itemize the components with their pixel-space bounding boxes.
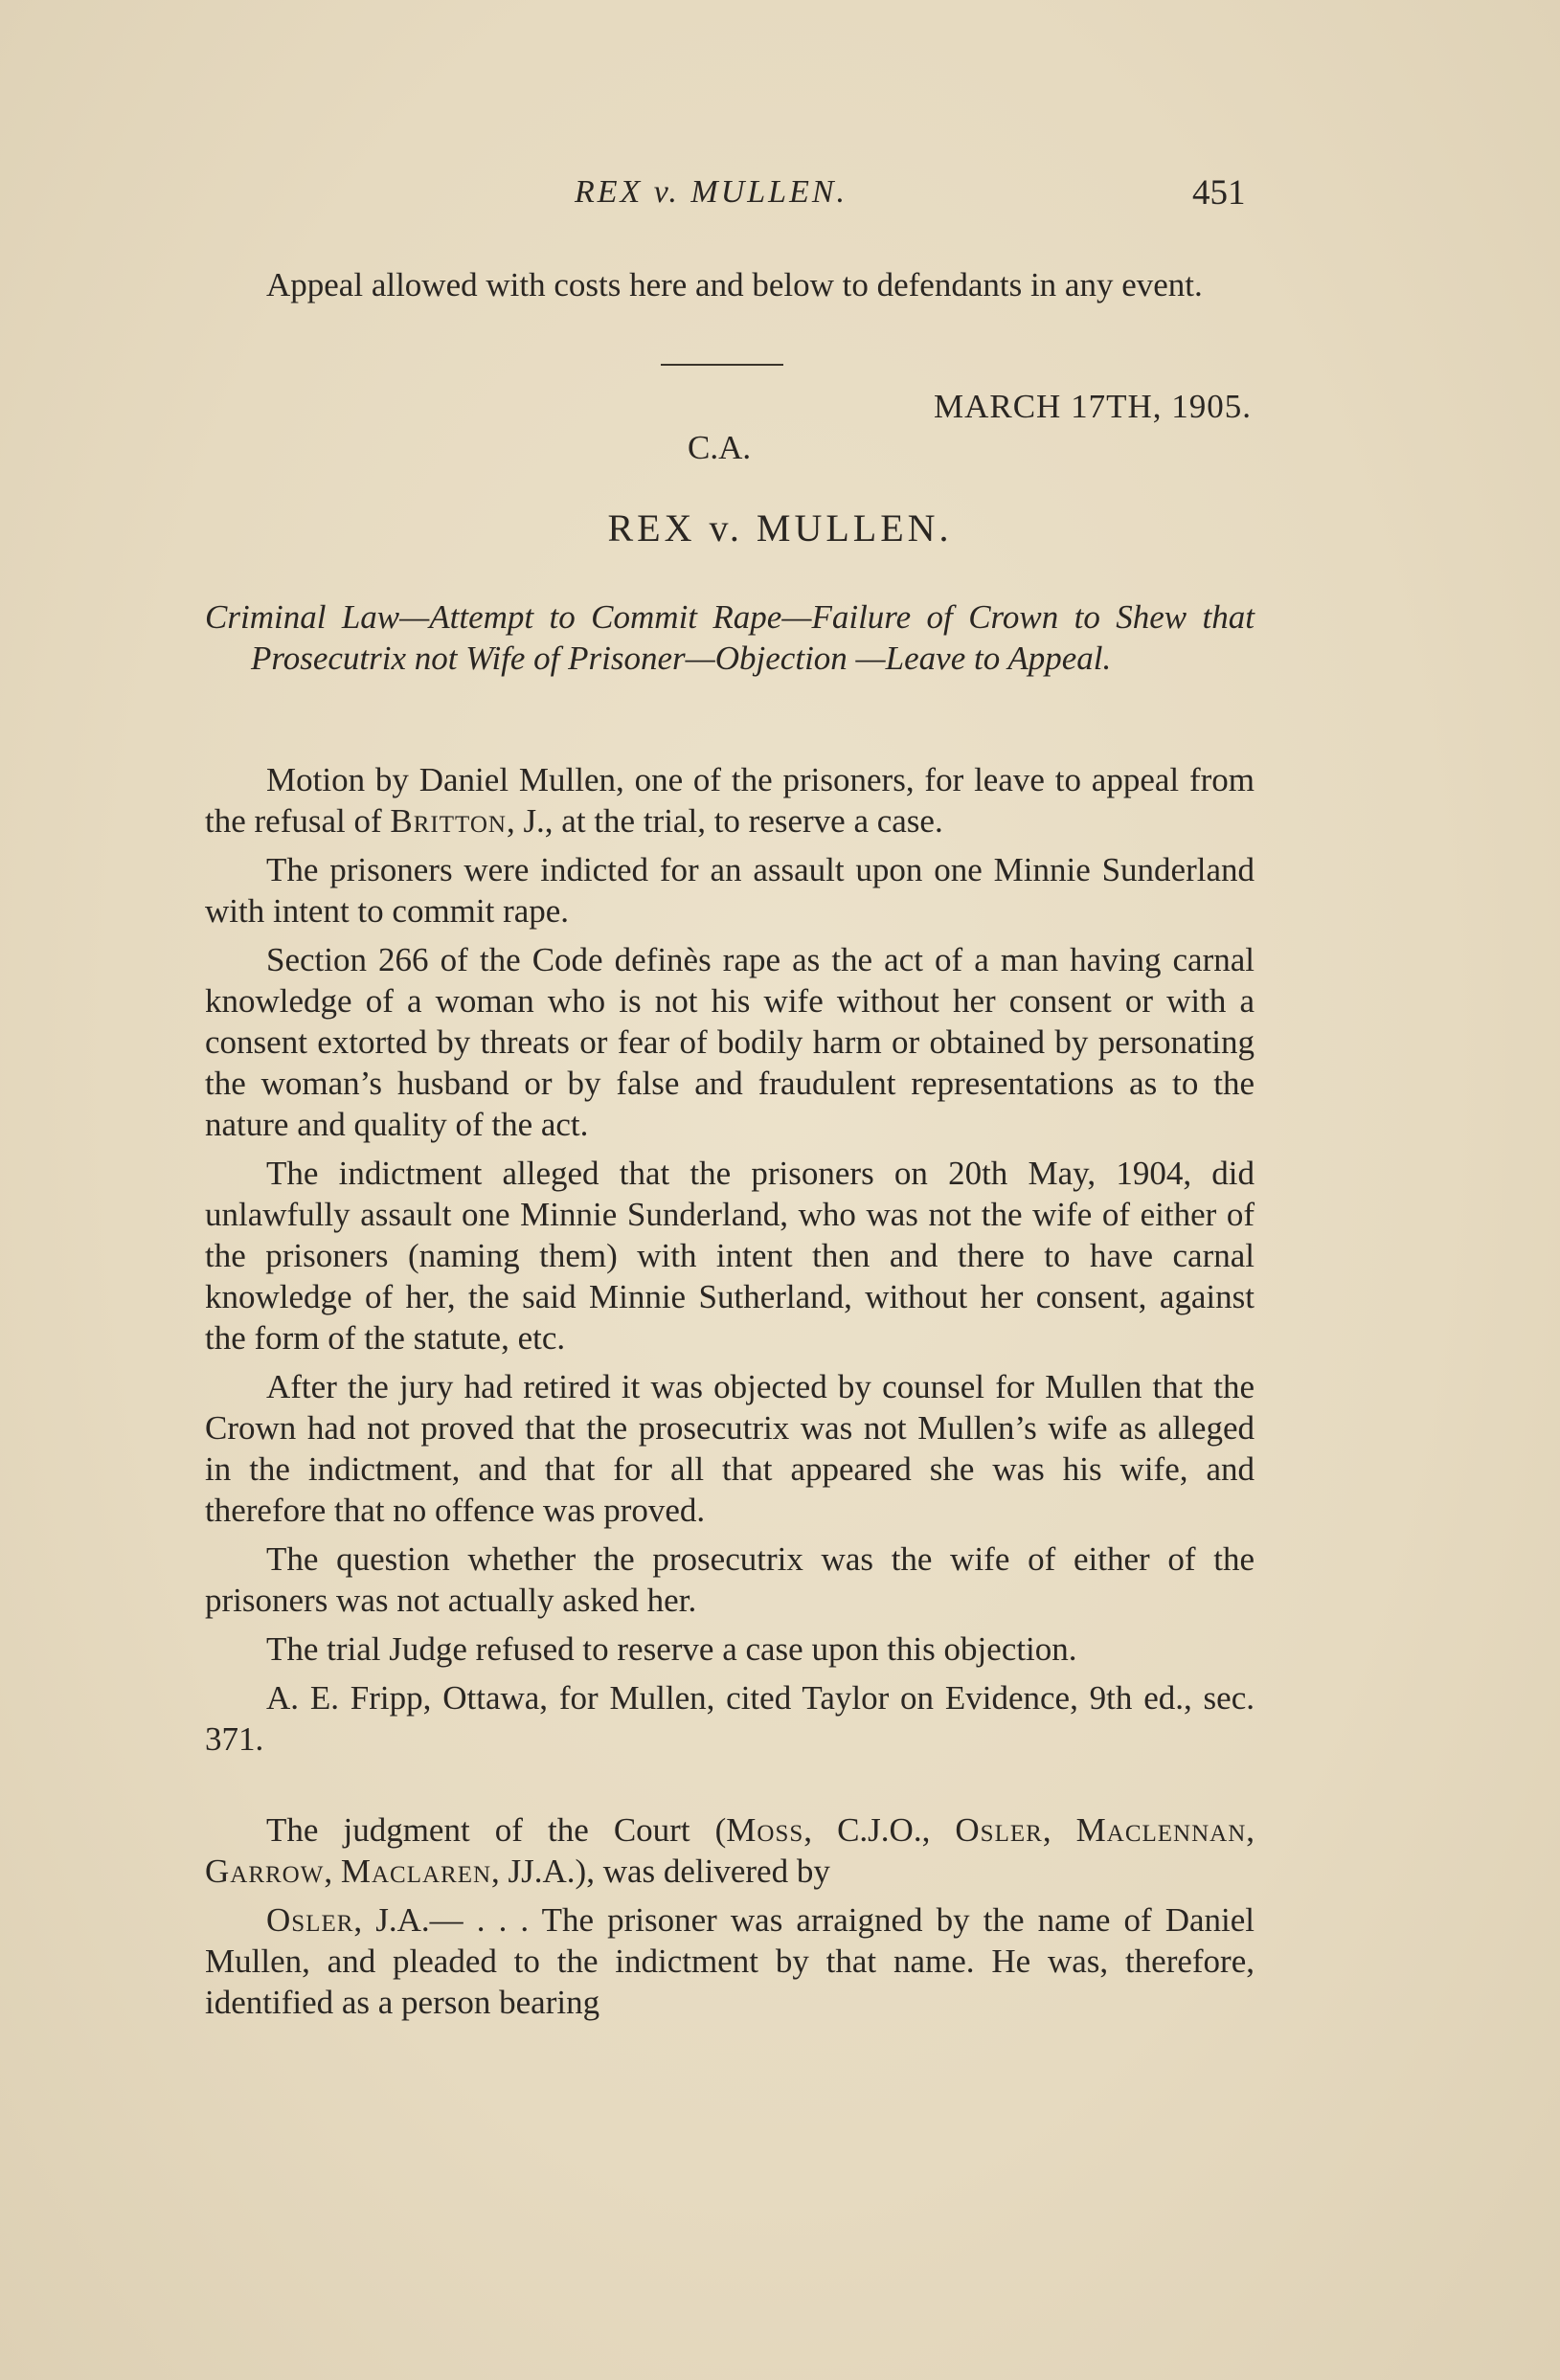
paragraph: The trial Judge refused to reserve a case upon this objection. [266,1630,1077,1668]
opinion-judge: Osler [266,1901,354,1939]
counsel-paragraph: A. E. Fripp, Ottawa, for Mullen, cited Taylor on Evidence, 9th ed., sec. 371. [205,1679,1255,1758]
headnote: Criminal Law—Attempt to Commit Rape—Failure of Crown to Shew that Prosecutrix not Wife of Prisoner—Objection —Leave to Appeal. [205,598,1255,677]
case-title: REX v. MULLEN. [607,506,953,550]
paragraph: Appeal allowed with costs here and below to defendants in any event. [266,266,1203,303]
paragraph: The indictment alleged that the prisoners on 20th May, 1904, did unlawfully assault one Minnie Sunderland, who was not the wife of either of the prisoners (naming them) with intent then and there to have carnal knowledge of her, the said Minnie Sutherland, without her consent, against the form of the statute, etc. [205,1155,1255,1357]
paragraph: After the jury had retired it was objected by counsel for Mullen that the Crown had not proved that the prosecutrix was not Mullen’s wife as alleged in the indictment, and that for all that appeared she was his wife, and therefore that no offence was proved. [205,1368,1255,1529]
paragraph: The prisoners were indicted for an assault upon one Minnie Sunderland with intent to commit rape. [205,851,1255,930]
opinion-paragraph: Osler, J.A.— . . . The prisoner was arraigned by the name of Daniel Mullen, and pleaded to the indictment by that name. He was, therefore, identified as a person bearing [205,1901,1255,2021]
case-body [205,759,1255,2023]
running-head [0,163,1560,220]
decision-date: MARCH 17TH, 1905. [933,388,1252,425]
paragraph: Section 266 of the Code definès rape as the act of a man having carnal knowledge of a woman who is not his wife without her consent or with a consent extorted by threats or fear of bodily harm or obtained by personating the woman’s husband or by false and fraudulent representations as to the nature and quality of the act. [205,941,1255,1143]
court-abbreviation: C.A. [688,429,752,466]
paragraph: The question whether the prosecutrix was the wife of either of the prisoners was not actually asked her. [205,1540,1255,1619]
page-number: 451 [1192,173,1246,213]
section-divider [661,364,783,366]
running-title: REX v. MULLEN. [575,174,848,210]
prior-case-end [205,264,1255,305]
judgment-paragraph: The judgment of the Court (Moss, C.J.O., Osler, Maclennan, Garrow, Maclaren, JJ.A.), was delivered by [205,1811,1255,1890]
paragraph: Motion by Daniel Mullen, one of the prisoners, for leave to appeal from the refusal of Britton, J., at the trial, to reserve a case. [205,761,1255,840]
